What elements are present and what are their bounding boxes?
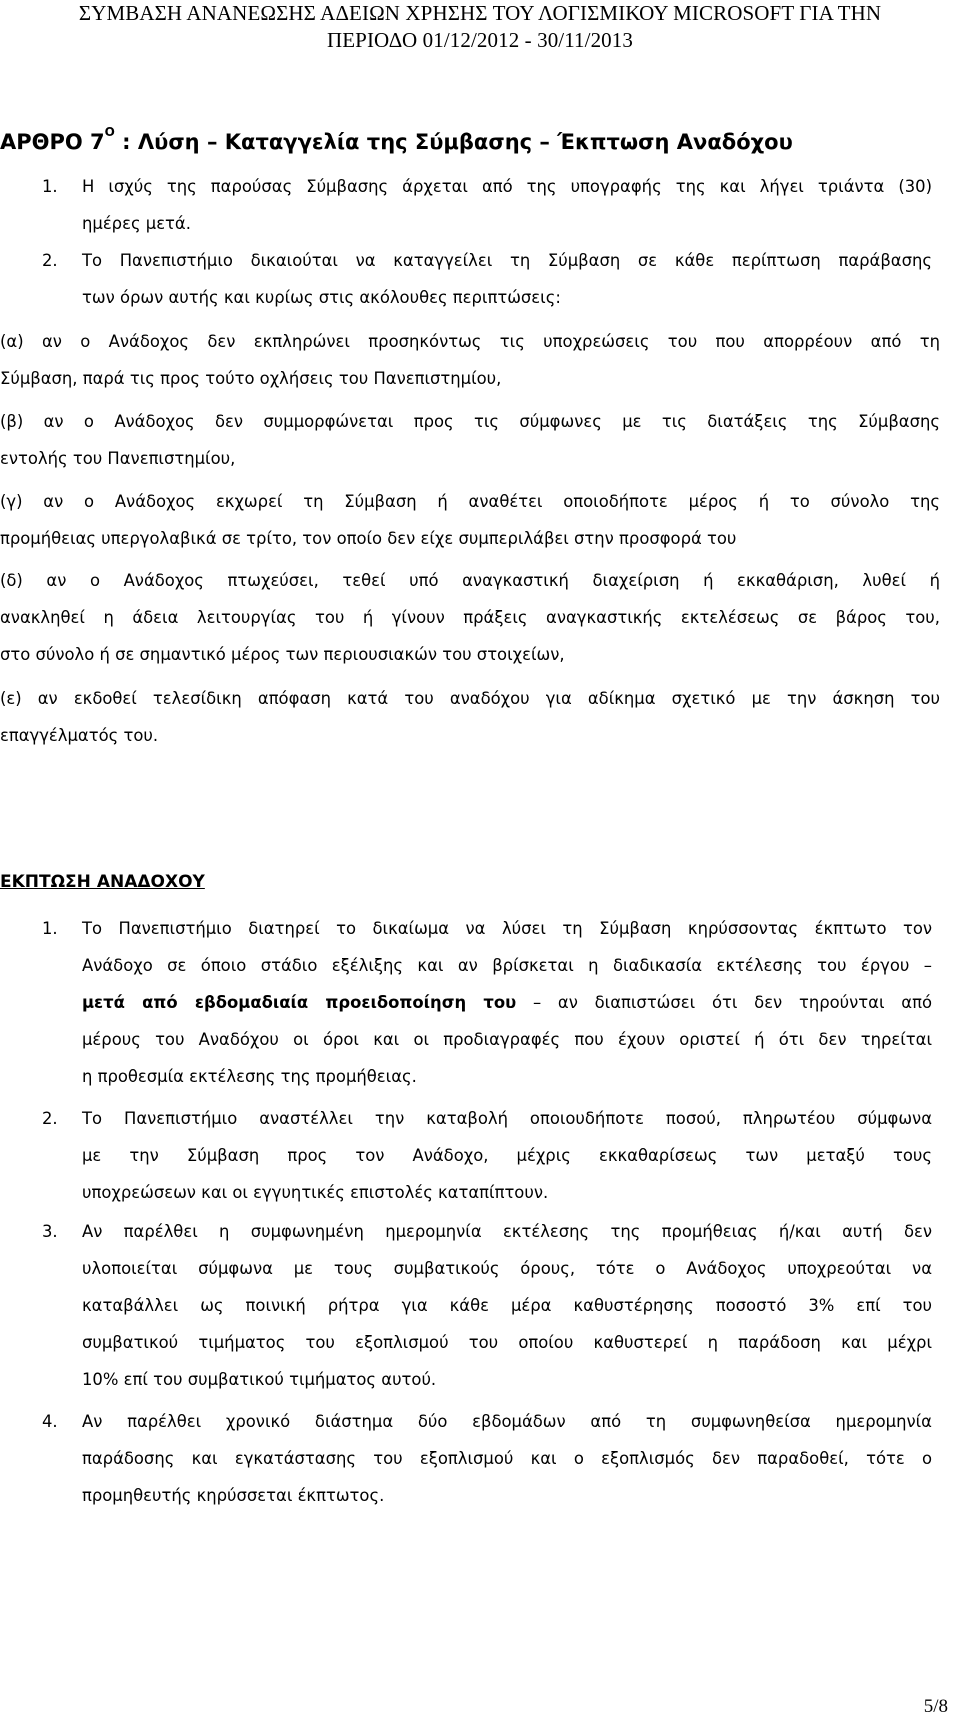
ekptosi-item-3 bbox=[82, 1213, 932, 1398]
case-a-line-1: (α) αν ο Ανάδοχος δεν εκπληρώνει προσηκόντως τις υποχρεώσεις του που απορρέουν από τη bbox=[0, 332, 940, 351]
page-number: 5/8 bbox=[923, 1696, 948, 1717]
article-item-2-line-2: των όρων αυτής και κυρίως στις ακόλουθες περιπτώσεις: bbox=[82, 288, 561, 307]
header-line-1: ΣΥΜΒΑΣΗ ΑΝΑΝΕΩΣΗΣ ΑΔΕΙΩΝ ΧΡΗΣΗΣ ΤΟΥ ΛΟΓΙΣΜΙΚΟΥ MICROSOFT ΓΙΑ ΤΗΝ bbox=[78, 1, 882, 25]
ekptosi-item-4 bbox=[82, 1403, 932, 1514]
ekptosi-item-2-line-2: με την Σύμβαση προς τον Ανάδοχο, μέχρις εκκαθαρίσεως των μεταξύ τους bbox=[82, 1146, 932, 1165]
article-title-prefix: ΑΡΘΡΟ 7 bbox=[0, 130, 105, 154]
ekptosi-item-2 bbox=[82, 1100, 932, 1211]
case-c-line-1: (γ) αν ο Ανάδοχος εκχωρεί τη Σύμβαση ή αναθέτει οποιοδήποτε μέρος ή το σύνολο της bbox=[0, 492, 940, 511]
case-d-line-1: (δ) αν ο Ανάδοχος πτωχεύσει, τεθεί υπό αναγκαστική διαχείριση ή εκκαθάριση, λυθεί ή bbox=[0, 571, 940, 590]
ekptosi-item-1-line-3-rest: – αν διαπιστώσει ότι δεν τηρούνται από bbox=[516, 993, 932, 1012]
case-e-line-2: επαγγέλματός του. bbox=[0, 726, 159, 745]
ekptosi-item-4-line-1: Αν παρέλθει χρονικό διάστημα δύο εβδομάδων από τη συμφωνηθείσα ημερομηνία bbox=[82, 1412, 932, 1431]
article-item-2-line-1: Το Πανεπιστήμιο δικαιούται να καταγγείλει τη Σύμβαση σε κάθε περίπτωση παράβασης bbox=[82, 251, 932, 270]
article-title bbox=[0, 125, 960, 154]
ekptosi-item-1-line-5: η προθεσμία εκτέλεσης της προμήθειας. bbox=[82, 1067, 417, 1086]
article-item-1 bbox=[82, 168, 932, 242]
ekptosi-item-1-line-3 bbox=[82, 984, 932, 1021]
ekptosi-item-4-line-3: προμηθευτής κηρύσσεται έκπτωτος. bbox=[82, 1486, 385, 1505]
article-item-2 bbox=[82, 242, 932, 316]
article-item-1-number: 1. bbox=[42, 177, 58, 196]
document-header bbox=[0, 0, 960, 54]
ekptosi-item-1-number: 1. bbox=[42, 919, 58, 938]
case-b-line-1: (β) αν ο Ανάδοχος δεν συμμορφώνεται προς τις σύμφωνες με τις διατάξεις της Σύμβασης bbox=[0, 412, 940, 431]
article-item-1-line-2: ημέρες μετά. bbox=[82, 214, 191, 233]
case-a-line-2: Σύμβαση, παρά τις προς τούτο οχλήσεις του Πανεπιστημίου, bbox=[0, 369, 502, 388]
ekptosi-item-1-bold: μετά από εβδομαδιαία προειδοποίηση του bbox=[82, 993, 517, 1012]
case-e bbox=[0, 680, 940, 754]
ekptosi-item-3-line-5: 10% επί του συμβατικού τιμήματος αυτού. bbox=[82, 1370, 437, 1389]
ekptosi-item-2-line-3: υποχρεώσεων και οι εγγυητικές επιστολές καταπίπτουν. bbox=[82, 1183, 549, 1202]
article-title-superscript: Ο bbox=[104, 125, 115, 139]
case-d-line-3: στο σύνολο ή σε σημαντικό μέρος των περιουσιακών του στοιχείων, bbox=[0, 645, 565, 664]
ekptosi-item-4-line-2: παράδοσης και εγκατάστασης του εξοπλισμού και ο εξοπλισμός δεν παραδοθεί, τότε ο bbox=[82, 1449, 932, 1468]
case-b-line-2: εντολής του Πανεπιστημίου, bbox=[0, 449, 236, 468]
ekptosi-item-4-number: 4. bbox=[42, 1412, 58, 1431]
ekptosi-item-1-line-1: Το Πανεπιστήμιο διατηρεί το δικαίωμα να λύσει τη Σύμβαση κηρύσσοντας έκπτωτο τον bbox=[82, 919, 932, 938]
case-d bbox=[0, 562, 940, 673]
ekptosi-item-1 bbox=[82, 910, 932, 1095]
ekptosi-item-3-line-2: υλοποιείται σύμφωνα με τους συμβατικούς όρους, τότε ο Ανάδοχος υποχρεούται να bbox=[82, 1259, 932, 1278]
case-c bbox=[0, 483, 940, 557]
ekptosi-item-2-number: 2. bbox=[42, 1109, 58, 1128]
ekptosi-item-3-number: 3. bbox=[42, 1222, 58, 1241]
case-d-line-2: ανακληθεί η άδεια λειτουργίας του ή γίνουν πράξεις αναγκαστικής εκτελέσεως σε βάρος του, bbox=[0, 608, 940, 627]
ekptosi-item-1-line-4: μέρους του Αναδόχου οι όροι και οι προδιαγραφές που έχουν οριστεί ή ότι δεν τηρείται bbox=[82, 1030, 932, 1049]
ekptosi-item-2-line-1: Το Πανεπιστήμιο αναστέλλει την καταβολή οποιουδήποτε ποσού, πληρωτέου σύμφωνα bbox=[82, 1109, 932, 1128]
case-c-line-2: προμήθειας υπεργολαβικά σε τρίτο, τον οποίο δεν είχε συμπεριλάβει στην προσφορά του bbox=[0, 529, 737, 548]
ekptosi-item-1-line-2: Ανάδοχο σε όποιο στάδιο εξέλιξης και αν βρίσκεται η διαδικασία εκτέλεσης του έργου – bbox=[82, 956, 932, 975]
case-b bbox=[0, 403, 940, 477]
ekptosi-item-3-line-1: Αν παρέλθει η συμφωνημένη ημερομηνία εκτέλεσης της προμήθειας ή/και αυτή δεν bbox=[82, 1222, 932, 1241]
article-item-2-number: 2. bbox=[42, 251, 58, 270]
case-e-line-1: (ε) αν εκδοθεί τελεσίδικη απόφαση κατά του αναδόχου για αδίκημα σχετικό με την άσκηση του bbox=[0, 689, 940, 708]
ekptosi-item-3-line-3: καταβάλλει ως ποινική ρήτρα για κάθε μέρα καθυστέρησης ποσοστό 3% επί του bbox=[82, 1296, 932, 1315]
ekptosi-item-3-line-4: συμβατικού τιμήματος του εξοπλισμού του οποίου καθυστερεί η παράδοση και μέχρι bbox=[82, 1333, 932, 1352]
ekptosi-heading: ΕΚΠΤΩΣΗ ΑΝΑΔΟΧΟΥ bbox=[0, 872, 205, 892]
article-item-1-line-1: Η ισχύς της παρούσας Σύμβασης άρχεται από της υπογραφής της και λήγει τριάντα (30) bbox=[82, 177, 932, 196]
case-a bbox=[0, 323, 940, 397]
article-title-rest: : Λύση – Καταγγελία της Σύμβασης – Έκπτωση Αναδόχου bbox=[114, 130, 793, 154]
header-line-2: ΠΕΡΙΟΔΟ 01/12/2012 - 30/11/2013 bbox=[326, 28, 633, 52]
